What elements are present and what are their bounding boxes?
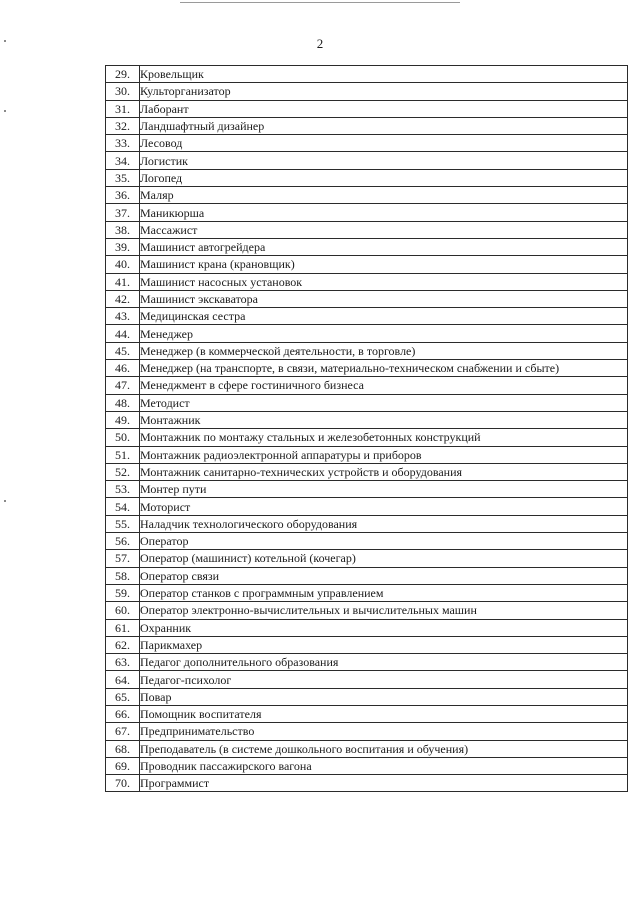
row-number: 69.: [106, 757, 140, 774]
row-number: 53.: [106, 481, 140, 498]
row-number: 33.: [106, 135, 140, 152]
profession-name: Машинист крана (крановщик): [140, 256, 628, 273]
table-row: [106, 152, 628, 169]
profession-name: Медицинская сестра: [140, 308, 628, 325]
profession-name: Монтажник санитарно-технических устройств и оборудования: [140, 463, 628, 480]
profession-name: Монтер пути: [140, 481, 628, 498]
row-number: 60.: [106, 602, 140, 619]
profession-name: Наладчик технологического оборудования: [140, 515, 628, 532]
table-row: [106, 533, 628, 550]
profession-name: Программист: [140, 775, 628, 792]
row-number: 68.: [106, 740, 140, 757]
table-row: [106, 654, 628, 671]
professions-table: [105, 65, 628, 792]
table-row: [106, 481, 628, 498]
table-row: [106, 273, 628, 290]
profession-name: Культорганизатор: [140, 83, 628, 100]
profession-name: Логопед: [140, 169, 628, 186]
table-row: [106, 446, 628, 463]
profession-name: Менеджер (в коммерческой деятельности, в торговле): [140, 342, 628, 359]
row-number: 49.: [106, 411, 140, 428]
profession-name: Парикмахер: [140, 636, 628, 653]
profession-name: Машинист насосных установок: [140, 273, 628, 290]
profession-name: Массажист: [140, 221, 628, 238]
row-number: 40.: [106, 256, 140, 273]
table-row: [106, 325, 628, 342]
table-row: [106, 66, 628, 83]
table-row: [106, 705, 628, 722]
table-row: [106, 636, 628, 653]
profession-name: Логистик: [140, 152, 628, 169]
table-row: [106, 394, 628, 411]
scan-edge-line: [180, 2, 460, 3]
professions-table-body: [106, 66, 628, 792]
table-row: [106, 83, 628, 100]
row-number: 34.: [106, 152, 140, 169]
row-number: 32.: [106, 117, 140, 134]
table-row: [106, 342, 628, 359]
table-row: [106, 619, 628, 636]
table-row: [106, 221, 628, 238]
row-number: 31.: [106, 100, 140, 117]
row-number: 66.: [106, 705, 140, 722]
row-number: 61.: [106, 619, 140, 636]
table-row: [106, 550, 628, 567]
table-row: [106, 515, 628, 532]
row-number: 41.: [106, 273, 140, 290]
profession-name: Проводник пассажирского вагона: [140, 757, 628, 774]
profession-name: Повар: [140, 688, 628, 705]
profession-name: Монтажник радиоэлектронной аппаратуры и приборов: [140, 446, 628, 463]
row-number: 39.: [106, 238, 140, 255]
table-row: [106, 602, 628, 619]
profession-name: Монтажник по монтажу стальных и железобетонных конструкций: [140, 429, 628, 446]
profession-name: Оператор: [140, 533, 628, 550]
profession-name: Преподаватель (в системе дошкольного воспитания и обучения): [140, 740, 628, 757]
row-number: 51.: [106, 446, 140, 463]
table-row: [106, 238, 628, 255]
profession-name: Оператор электронно-вычислительных и вычислительных машин: [140, 602, 628, 619]
table-row: [106, 377, 628, 394]
profession-name: Монтажник: [140, 411, 628, 428]
row-number: 46.: [106, 360, 140, 377]
scan-speck: [4, 500, 6, 502]
profession-name: Маляр: [140, 187, 628, 204]
profession-name: Менеджер: [140, 325, 628, 342]
table-row: [106, 135, 628, 152]
profession-name: Машинист экскаватора: [140, 290, 628, 307]
profession-name: Методист: [140, 394, 628, 411]
row-number: 42.: [106, 290, 140, 307]
profession-name: Лаборант: [140, 100, 628, 117]
row-number: 56.: [106, 533, 140, 550]
table-row: [106, 169, 628, 186]
scan-speck: [4, 110, 6, 112]
table-row: [106, 256, 628, 273]
table-row: [106, 411, 628, 428]
table-row: [106, 100, 628, 117]
row-number: 50.: [106, 429, 140, 446]
profession-name: Маникюрша: [140, 204, 628, 221]
table-row: [106, 498, 628, 515]
profession-name: Педагог-психолог: [140, 671, 628, 688]
row-number: 55.: [106, 515, 140, 532]
profession-name: Охранник: [140, 619, 628, 636]
profession-name: Оператор (машинист) котельной (кочегар): [140, 550, 628, 567]
row-number: 70.: [106, 775, 140, 792]
profession-name: Машинист автогрейдера: [140, 238, 628, 255]
table-row: [106, 204, 628, 221]
table-row: [106, 584, 628, 601]
table-row: [106, 117, 628, 134]
row-number: 30.: [106, 83, 140, 100]
table-row: [106, 757, 628, 774]
row-number: 45.: [106, 342, 140, 359]
row-number: 36.: [106, 187, 140, 204]
row-number: 43.: [106, 308, 140, 325]
row-number: 48.: [106, 394, 140, 411]
profession-name: Оператор станков с программным управлением: [140, 584, 628, 601]
row-number: 64.: [106, 671, 140, 688]
profession-name: Моторист: [140, 498, 628, 515]
table-row: [106, 723, 628, 740]
table-row: [106, 671, 628, 688]
table-row: [106, 308, 628, 325]
profession-name: Оператор связи: [140, 567, 628, 584]
table-row: [106, 463, 628, 480]
profession-name: Ландшафтный дизайнер: [140, 117, 628, 134]
row-number: 58.: [106, 567, 140, 584]
profession-name: Помощник воспитателя: [140, 705, 628, 722]
row-number: 29.: [106, 66, 140, 83]
row-number: 37.: [106, 204, 140, 221]
row-number: 35.: [106, 169, 140, 186]
profession-name: Педагог дополнительного образования: [140, 654, 628, 671]
table-row: [106, 429, 628, 446]
page-number: 2: [316, 36, 324, 51]
row-number: 38.: [106, 221, 140, 238]
table-row: [106, 567, 628, 584]
table-row: [106, 360, 628, 377]
row-number: 57.: [106, 550, 140, 567]
table-row: [106, 740, 628, 757]
row-number: 65.: [106, 688, 140, 705]
table-row: [106, 688, 628, 705]
row-number: 47.: [106, 377, 140, 394]
row-number: 44.: [106, 325, 140, 342]
table-row: [106, 290, 628, 307]
row-number: 54.: [106, 498, 140, 515]
profession-name: Лесовод: [140, 135, 628, 152]
row-number: 62.: [106, 636, 140, 653]
profession-name: Менеджер (на транспорте, в связи, материально-техническом снабжении и сбыте): [140, 360, 628, 377]
row-number: 59.: [106, 584, 140, 601]
table-row: [106, 187, 628, 204]
profession-name: Кровельщик: [140, 66, 628, 83]
row-number: 63.: [106, 654, 140, 671]
profession-name: Менеджмент в сфере гостиничного бизнеса: [140, 377, 628, 394]
profession-name: Предпринимательство: [140, 723, 628, 740]
table-row: [106, 775, 628, 792]
row-number: 52.: [106, 463, 140, 480]
row-number: 67.: [106, 723, 140, 740]
